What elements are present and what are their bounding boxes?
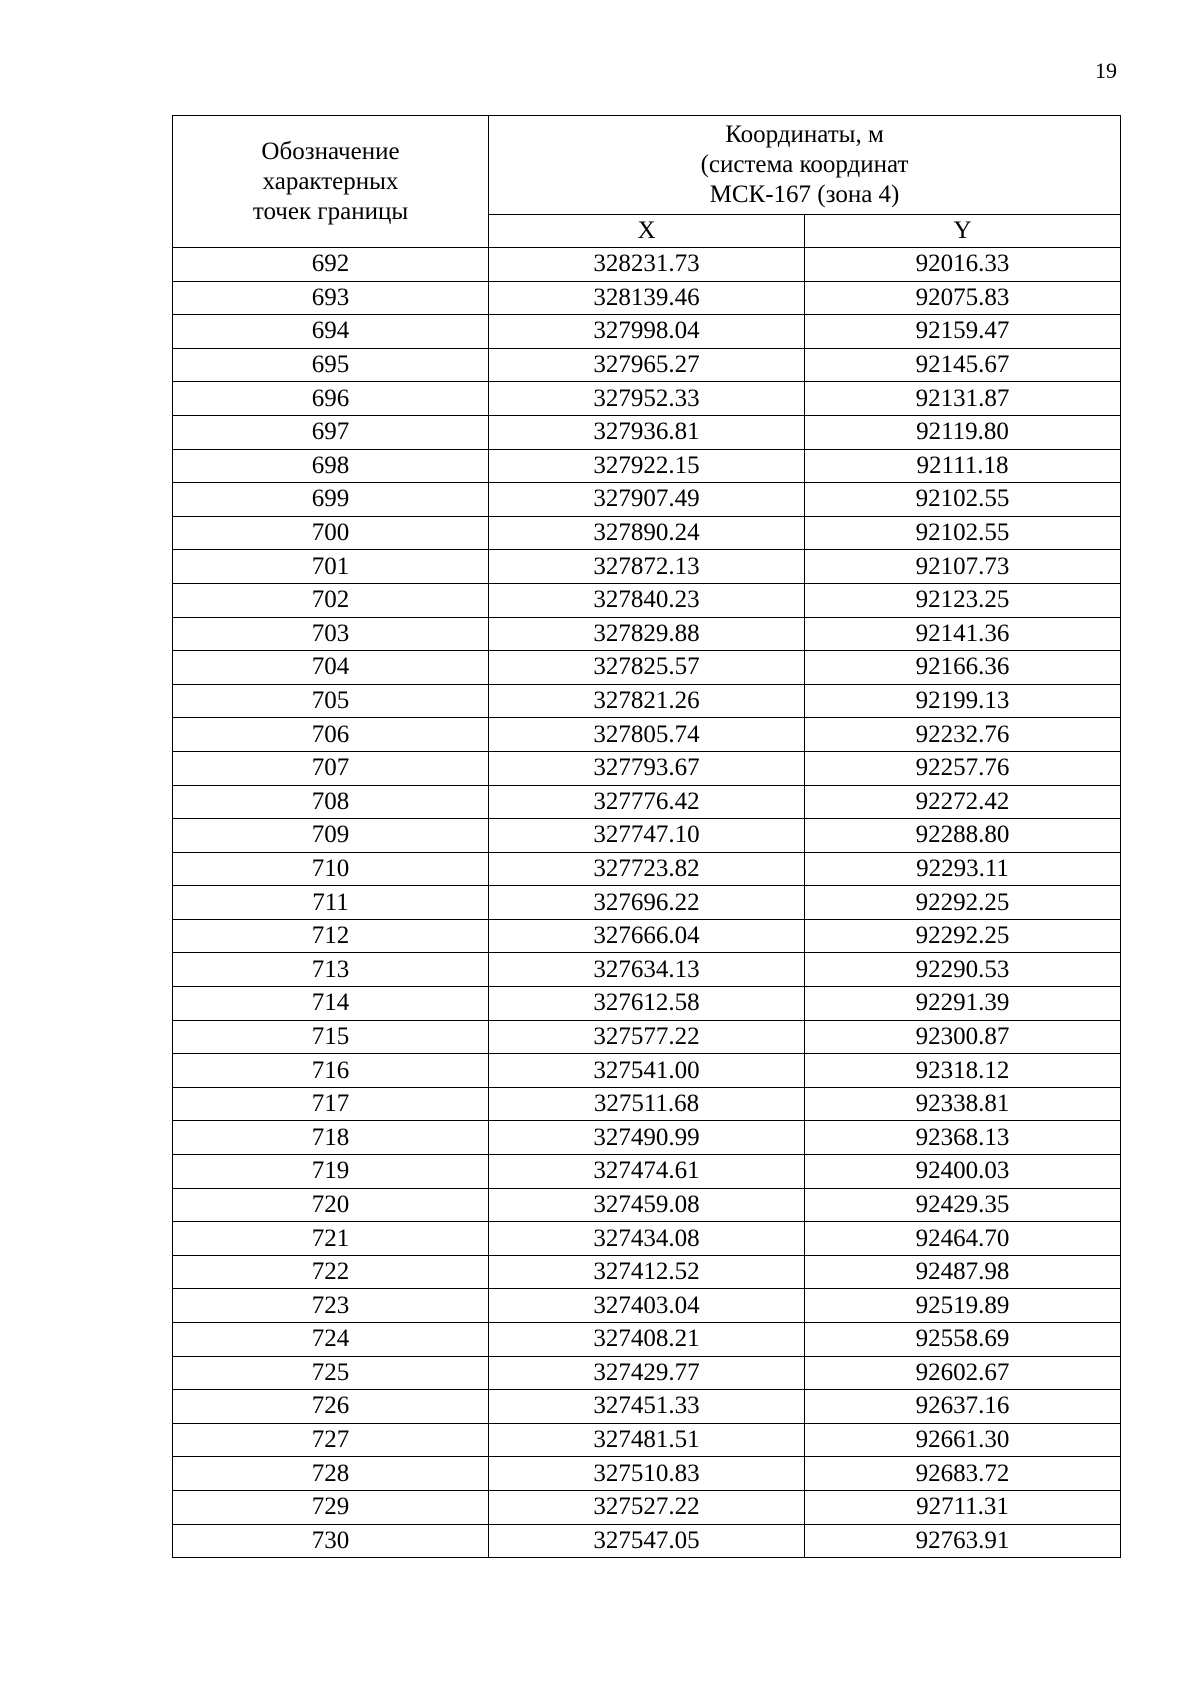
table-row (173, 852, 1121, 886)
x-coordinate-cell: 328231.73 (489, 248, 805, 282)
x-coordinate-cell: 327776.42 (489, 785, 805, 819)
table-row (173, 718, 1121, 752)
point-cell: 721 (173, 1222, 489, 1256)
point-cell: 715 (173, 1020, 489, 1054)
x-coordinate-cell: 327434.08 (489, 1222, 805, 1256)
point-cell: 696 (173, 382, 489, 416)
x-coordinate-cell: 327412.52 (489, 1255, 805, 1289)
x-coordinate-cell: 327829.88 (489, 617, 805, 651)
point-header-line-1: Обозначение (261, 137, 400, 165)
x-coordinate-cell: 327511.68 (489, 1087, 805, 1121)
point-cell: 722 (173, 1255, 489, 1289)
point-cell: 701 (173, 550, 489, 584)
point-cell: 693 (173, 281, 489, 315)
table-row (173, 315, 1121, 349)
x-coordinate-cell: 327634.13 (489, 953, 805, 987)
table-row (173, 617, 1121, 651)
y-coordinate-cell: 92429.35 (805, 1188, 1121, 1222)
coordinates-table (172, 115, 1121, 1558)
table-row (173, 281, 1121, 315)
x-coordinate-cell: 327527.22 (489, 1490, 805, 1524)
y-coordinate-cell: 92318.12 (805, 1054, 1121, 1088)
x-coordinate-cell: 327723.82 (489, 852, 805, 886)
point-cell: 703 (173, 617, 489, 651)
x-coordinate-cell: 327666.04 (489, 919, 805, 953)
x-coordinate-cell: 327459.08 (489, 1188, 805, 1222)
table-row (173, 819, 1121, 853)
point-cell: 712 (173, 919, 489, 953)
y-coordinate-cell: 92519.89 (805, 1289, 1121, 1323)
y-coordinate-cell: 92107.73 (805, 550, 1121, 584)
table-row (173, 684, 1121, 718)
x-coordinate-cell: 327890.24 (489, 516, 805, 550)
x-coordinate-cell: 327490.99 (489, 1121, 805, 1155)
table-row (173, 785, 1121, 819)
x-coordinate-cell: 327696.22 (489, 886, 805, 920)
point-cell: 718 (173, 1121, 489, 1155)
y-coordinate-cell: 92290.53 (805, 953, 1121, 987)
point-cell: 716 (173, 1054, 489, 1088)
table-row (173, 1289, 1121, 1323)
point-cell: 723 (173, 1289, 489, 1323)
x-coordinate-cell: 327825.57 (489, 651, 805, 685)
x-coordinate-cell: 327805.74 (489, 718, 805, 752)
y-coordinate-cell: 92293.11 (805, 852, 1121, 886)
point-cell: 706 (173, 718, 489, 752)
point-cell: 707 (173, 751, 489, 785)
point-cell: 702 (173, 583, 489, 617)
table-row (173, 751, 1121, 785)
y-coordinate-cell: 92291.39 (805, 987, 1121, 1021)
table-row (173, 483, 1121, 517)
x-coordinate-cell: 327510.83 (489, 1457, 805, 1491)
table-row (173, 1323, 1121, 1357)
point-cell: 698 (173, 449, 489, 483)
y-coordinate-cell: 92400.03 (805, 1155, 1121, 1189)
table-row (173, 1524, 1121, 1558)
point-cell: 699 (173, 483, 489, 517)
y-coordinate-cell: 92683.72 (805, 1457, 1121, 1491)
y-coordinate-cell: 92763.91 (805, 1524, 1121, 1558)
table-row (173, 382, 1121, 416)
point-cell: 710 (173, 852, 489, 886)
point-cell: 724 (173, 1323, 489, 1357)
table-row (173, 919, 1121, 953)
x-coordinate-cell: 327952.33 (489, 382, 805, 416)
table-row (173, 1490, 1121, 1524)
table-row (173, 1390, 1121, 1424)
x-coordinate-cell: 327907.49 (489, 483, 805, 517)
y-coordinate-cell: 92292.25 (805, 886, 1121, 920)
y-coordinate-cell: 92558.69 (805, 1323, 1121, 1357)
x-coordinate-cell: 327547.05 (489, 1524, 805, 1558)
coords-header-line-1: Координаты, м (725, 121, 884, 148)
point-cell: 704 (173, 651, 489, 685)
x-coordinate-cell: 327541.00 (489, 1054, 805, 1088)
point-cell: 705 (173, 684, 489, 718)
y-coordinate-cell: 92123.25 (805, 583, 1121, 617)
x-coordinate-cell: 327612.58 (489, 987, 805, 1021)
table-row (173, 248, 1121, 282)
y-coordinate-cell: 92288.80 (805, 819, 1121, 853)
y-coordinate-cell: 92119.80 (805, 415, 1121, 449)
point-cell: 694 (173, 315, 489, 349)
coords-header-line-2: (система координат (700, 151, 909, 178)
table-row (173, 1222, 1121, 1256)
point-header-line-3: точек границы (252, 197, 409, 225)
y-coordinate-cell: 92368.13 (805, 1121, 1121, 1155)
table-row (173, 1356, 1121, 1390)
table-row (173, 953, 1121, 987)
x-coordinate-cell: 327821.26 (489, 684, 805, 718)
x-coordinate-cell: 327936.81 (489, 415, 805, 449)
point-cell: 727 (173, 1423, 489, 1457)
y-coordinate-cell: 92232.76 (805, 718, 1121, 752)
table-row (173, 1423, 1121, 1457)
table-body (173, 248, 1121, 1558)
point-cell: 692 (173, 248, 489, 282)
point-cell: 719 (173, 1155, 489, 1189)
table-row (173, 583, 1121, 617)
x-coordinate-cell: 328139.46 (489, 281, 805, 315)
point-cell: 728 (173, 1457, 489, 1491)
point-cell: 713 (173, 953, 489, 987)
table-row (173, 516, 1121, 550)
table-row (173, 1155, 1121, 1189)
x-column-header: X (489, 215, 805, 248)
point-cell: 720 (173, 1188, 489, 1222)
y-coordinate-cell: 92145.67 (805, 348, 1121, 382)
y-coordinate-cell: 92257.76 (805, 751, 1121, 785)
point-cell: 700 (173, 516, 489, 550)
table-row (173, 886, 1121, 920)
coordinates-header (489, 116, 1121, 215)
x-coordinate-cell: 327481.51 (489, 1423, 805, 1457)
table-row (173, 1457, 1121, 1491)
table-row (173, 1255, 1121, 1289)
x-coordinate-cell: 327577.22 (489, 1020, 805, 1054)
y-coordinate-cell: 92131.87 (805, 382, 1121, 416)
x-coordinate-cell: 327747.10 (489, 819, 805, 853)
table-row (173, 415, 1121, 449)
y-coordinate-cell: 92075.83 (805, 281, 1121, 315)
point-cell: 725 (173, 1356, 489, 1390)
y-coordinate-cell: 92338.81 (805, 1087, 1121, 1121)
table-row (173, 449, 1121, 483)
x-coordinate-cell: 327403.04 (489, 1289, 805, 1323)
point-cell: 717 (173, 1087, 489, 1121)
y-coordinate-cell: 92199.13 (805, 684, 1121, 718)
y-coordinate-cell: 92102.55 (805, 483, 1121, 517)
y-coordinate-cell: 92661.30 (805, 1423, 1121, 1457)
y-coordinate-cell: 92711.31 (805, 1490, 1121, 1524)
x-coordinate-cell: 327793.67 (489, 751, 805, 785)
table-row (173, 1054, 1121, 1088)
x-coordinate-cell: 327922.15 (489, 449, 805, 483)
y-coordinate-cell: 92300.87 (805, 1020, 1121, 1054)
point-cell: 711 (173, 886, 489, 920)
x-coordinate-cell: 327872.13 (489, 550, 805, 584)
x-coordinate-cell: 327451.33 (489, 1390, 805, 1424)
coords-header-line-3: МСК-167 (зона 4) (709, 181, 900, 208)
point-cell: 697 (173, 415, 489, 449)
table-row (173, 987, 1121, 1021)
point-cell: 695 (173, 348, 489, 382)
x-coordinate-cell: 327474.61 (489, 1155, 805, 1189)
table-row (173, 1020, 1121, 1054)
x-coordinate-cell: 327429.77 (489, 1356, 805, 1390)
table-row (173, 1188, 1121, 1222)
y-coordinate-cell: 92016.33 (805, 248, 1121, 282)
table-row (173, 651, 1121, 685)
y-coordinate-cell: 92166.36 (805, 651, 1121, 685)
y-coordinate-cell: 92102.55 (805, 516, 1121, 550)
y-column-header: Y (805, 215, 1121, 248)
y-coordinate-cell: 92637.16 (805, 1390, 1121, 1424)
y-coordinate-cell: 92292.25 (805, 919, 1121, 953)
point-designation-header (173, 116, 489, 248)
y-coordinate-cell: 92272.42 (805, 785, 1121, 819)
y-coordinate-cell: 92159.47 (805, 315, 1121, 349)
table-row (173, 1087, 1121, 1121)
y-coordinate-cell: 92464.70 (805, 1222, 1121, 1256)
page-number: 19 (1095, 58, 1117, 83)
table-row (173, 348, 1121, 382)
y-coordinate-cell: 92487.98 (805, 1255, 1121, 1289)
point-cell: 730 (173, 1524, 489, 1558)
table-header (173, 116, 1121, 248)
point-cell: 726 (173, 1390, 489, 1424)
y-coordinate-cell: 92141.36 (805, 617, 1121, 651)
point-cell: 708 (173, 785, 489, 819)
point-cell: 714 (173, 987, 489, 1021)
point-cell: 709 (173, 819, 489, 853)
y-coordinate-cell: 92602.67 (805, 1356, 1121, 1390)
x-coordinate-cell: 327998.04 (489, 315, 805, 349)
point-cell: 729 (173, 1490, 489, 1524)
x-coordinate-cell: 327408.21 (489, 1323, 805, 1357)
y-coordinate-cell: 92111.18 (805, 449, 1121, 483)
table-row (173, 1121, 1121, 1155)
table-row (173, 550, 1121, 584)
x-coordinate-cell: 327840.23 (489, 583, 805, 617)
point-header-line-2: характерных (262, 167, 399, 195)
x-coordinate-cell: 327965.27 (489, 348, 805, 382)
